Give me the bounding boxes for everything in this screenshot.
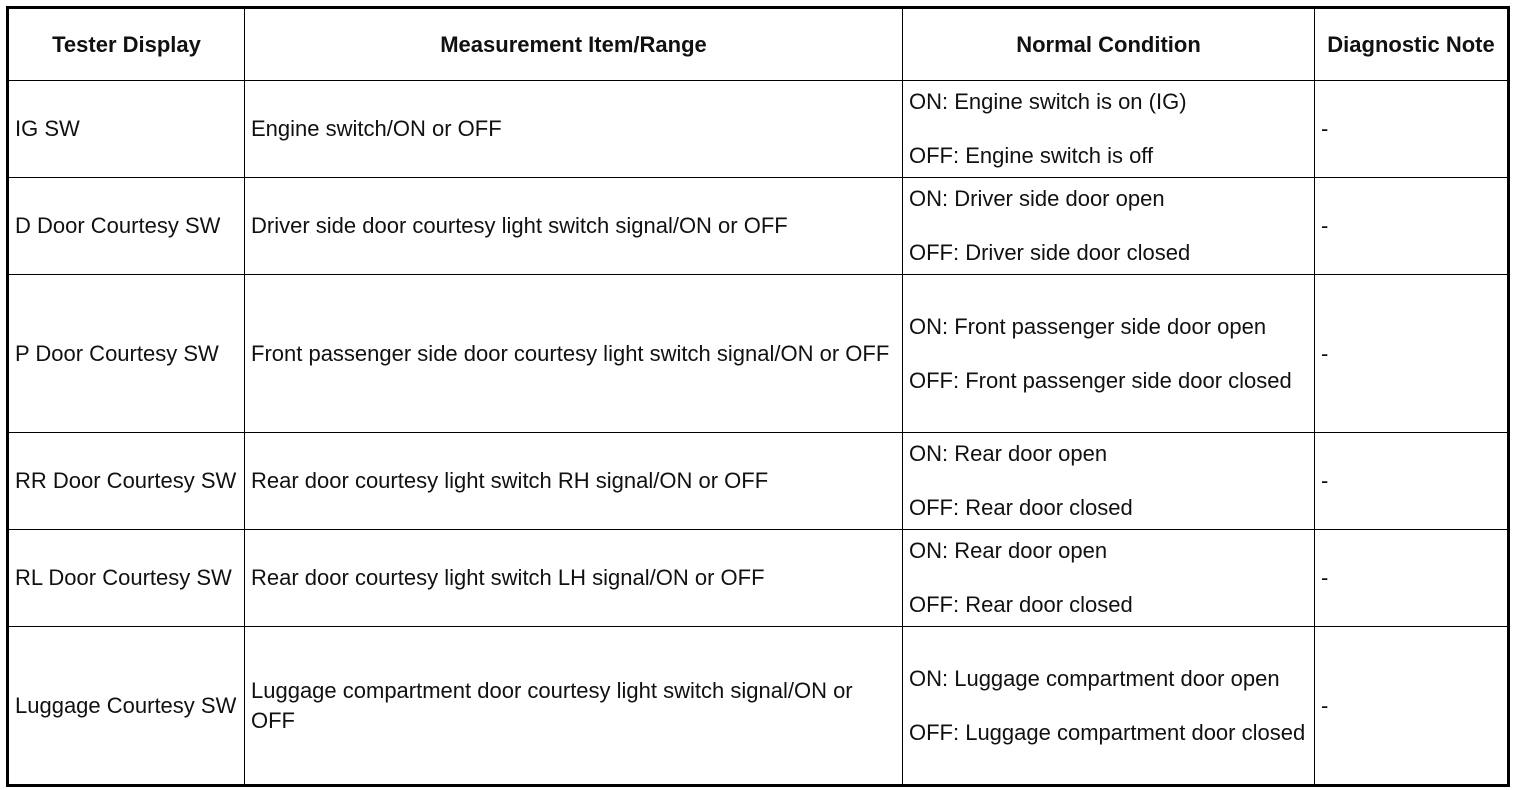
- cell-normal-condition: [903, 433, 1315, 530]
- cell-diagnostic-note: -: [1315, 178, 1509, 275]
- cell-tester-display: IG SW: [8, 81, 245, 178]
- condition-on: ON: Engine switch is on (IG): [909, 89, 1187, 114]
- table-row: [8, 530, 1509, 627]
- header-tester-display: Tester Display: [8, 8, 245, 81]
- table-row: [8, 178, 1509, 275]
- cell-tester-display: RL Door Courtesy SW: [8, 530, 245, 627]
- condition-on: ON: Rear door open: [909, 538, 1108, 563]
- condition-on: ON: Driver side door open: [909, 186, 1165, 211]
- data-list-table: [6, 6, 1510, 787]
- header-normal-condition: Normal Condition: [903, 8, 1315, 81]
- cell-diagnostic-note: -: [1315, 627, 1509, 786]
- cell-measurement: Rear door courtesy light switch RH signal/ON or OFF: [245, 433, 903, 530]
- condition-off: OFF: Front passenger side door closed: [909, 367, 1292, 393]
- cell-measurement: Engine switch/ON or OFF: [245, 81, 903, 178]
- cell-normal-condition: [903, 530, 1315, 627]
- condition-on: ON: Luggage compartment door open: [909, 665, 1280, 691]
- condition-off: OFF: Driver side door closed: [909, 240, 1191, 265]
- cell-tester-display: RR Door Courtesy SW: [8, 433, 245, 530]
- cell-normal-condition: [903, 627, 1315, 786]
- cell-normal-condition: [903, 275, 1315, 433]
- cell-tester-display: Luggage Courtesy SW: [8, 627, 245, 786]
- cell-diagnostic-note: -: [1315, 530, 1509, 627]
- table-row: [8, 433, 1509, 530]
- cell-normal-condition: [903, 81, 1315, 178]
- header-diagnostic-note: Diagnostic Note: [1315, 8, 1509, 81]
- cell-measurement: Luggage compartment door courtesy light switch signal/ON or OFF: [245, 627, 903, 786]
- table-row: [8, 81, 1509, 178]
- table-header-row: [8, 8, 1509, 81]
- cell-diagnostic-note: -: [1315, 433, 1509, 530]
- cell-measurement: Driver side door courtesy light switch signal/ON or OFF: [245, 178, 903, 275]
- cell-tester-display: P Door Courtesy SW: [8, 275, 245, 433]
- condition-on: ON: Rear door open: [909, 441, 1108, 466]
- cell-diagnostic-note: -: [1315, 81, 1509, 178]
- condition-off: OFF: Rear door closed: [909, 592, 1133, 617]
- cell-diagnostic-note: -: [1315, 275, 1509, 433]
- condition-off: OFF: Luggage compartment door closed: [909, 719, 1306, 745]
- condition-off: OFF: Engine switch is off: [909, 143, 1154, 168]
- cell-measurement: Front passenger side door courtesy light switch signal/ON or OFF: [245, 275, 903, 433]
- condition-on: ON: Front passenger side door open: [909, 313, 1267, 339]
- cell-tester-display: D Door Courtesy SW: [8, 178, 245, 275]
- condition-off: OFF: Rear door closed: [909, 495, 1133, 520]
- header-measurement: Measurement Item/Range: [245, 8, 903, 81]
- cell-measurement: Rear door courtesy light switch LH signal/ON or OFF: [245, 530, 903, 627]
- cell-normal-condition: [903, 178, 1315, 275]
- table-row: [8, 627, 1509, 786]
- table-row: [8, 275, 1509, 433]
